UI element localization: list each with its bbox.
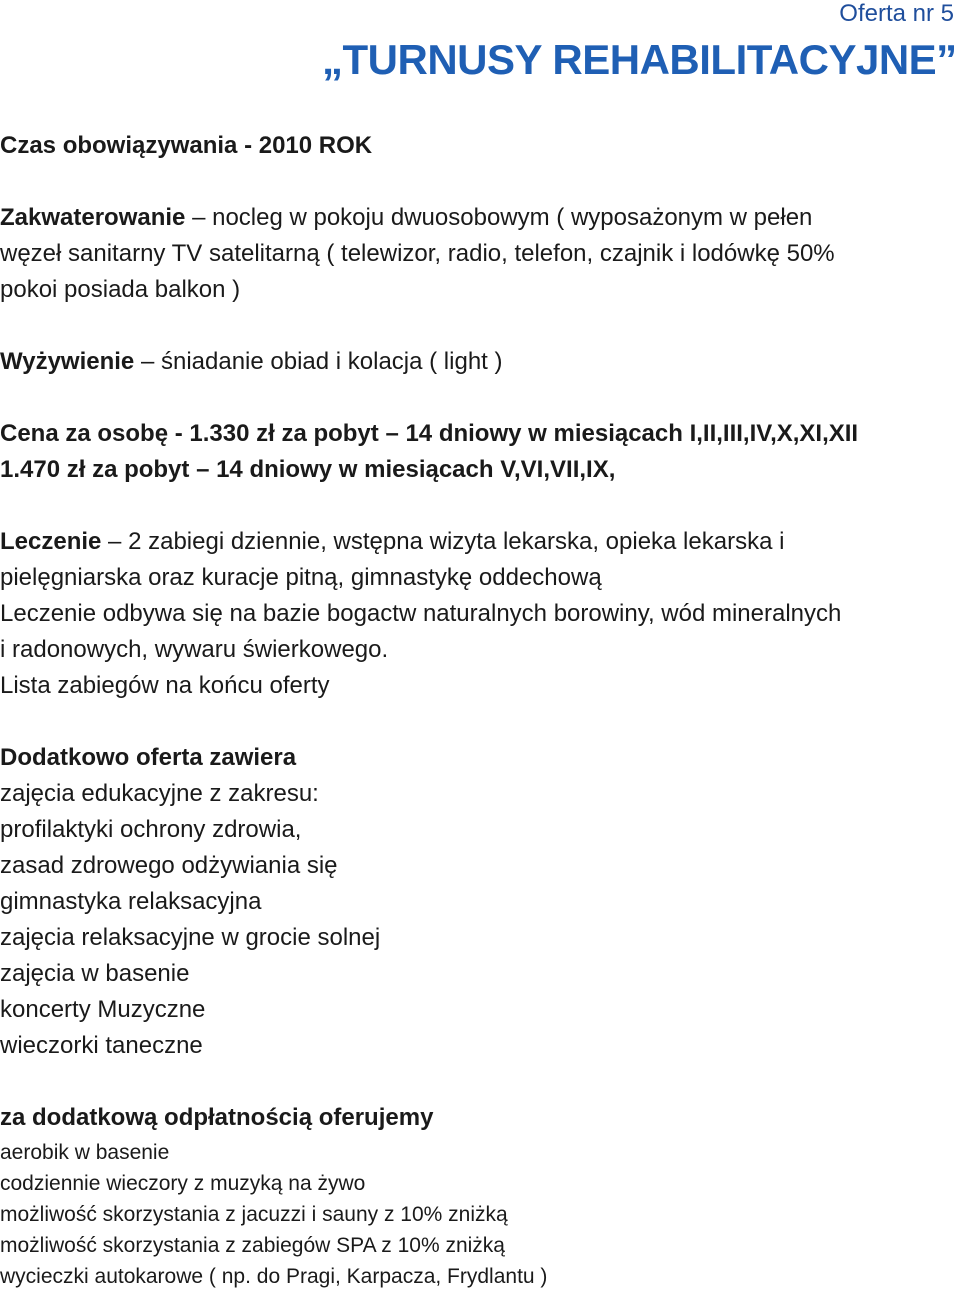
- paid-heading: za dodatkową odpłatnością oferujemy: [0, 1104, 434, 1131]
- treatment-line-3: Leczenie odbywa się na bazie bogactw naturalnych borowiny, wód mineralnych: [0, 600, 842, 627]
- list-item: profilaktyki ochrony zdrowia,: [0, 816, 302, 843]
- treatment-line-5: Lista zabiegów na końcu oferty: [0, 672, 330, 699]
- accommodation-line-1: Zakwaterowanie – nocleg w pokoju dwuosobowym ( wyposażonym w pełen: [0, 204, 813, 231]
- list-item: koncerty Muzyczne: [0, 996, 206, 1023]
- price-line-1: Cena za osobę - 1.330 zł za pobyt – 14 dniowy w miesiącach I,II,III,IV,X,XI,XII: [0, 420, 859, 447]
- list-item: aerobik w basenie: [0, 1141, 170, 1164]
- list-item: codziennie wieczory z muzyką na żywo: [0, 1172, 366, 1195]
- accommodation-line-2: węzeł sanitarny TV satelitarną ( telewizor, radio, telefon, czajnik i lodówkę 50%: [0, 240, 835, 267]
- additional-heading: Dodatkowo oferta zawiera: [0, 744, 297, 771]
- validity-line: Czas obowiązywania - 2010 ROK: [0, 132, 373, 159]
- list-item: wieczorki taneczne: [0, 1032, 203, 1059]
- list-item: gimnastyka relaksacyjna: [0, 888, 262, 915]
- list-item: możliwość skorzystania z zabiegów SPA z 10% zniżką: [0, 1234, 505, 1257]
- accommodation-label: Zakwaterowanie: [0, 204, 186, 231]
- list-item: zajęcia relaksacyjne w grocie solnej: [0, 924, 381, 951]
- treatment-line-1: Leczenie – 2 zabiegi dziennie, wstępna wizyta lekarska, opieka lekarska i: [0, 528, 785, 555]
- list-item: zasad zdrowego odżywiania się: [0, 852, 338, 879]
- treatment-line-4: i radonowych, wywaru świerkowego.: [0, 636, 389, 663]
- list-item: zajęcia edukacyjne z zakresu:: [0, 780, 319, 807]
- list-item: wycieczki autokarowe ( np. do Pragi, Karpacza, Frydlantu ): [0, 1265, 548, 1288]
- list-item: zajęcia w basenie: [0, 960, 190, 987]
- treatment-label: Leczenie: [0, 528, 102, 555]
- meals-line: Wyżywienie – śniadanie obiad i kolacja ( light ): [0, 348, 503, 375]
- offer-number: Oferta nr 5: [839, 0, 954, 27]
- accommodation-line-3: pokoi posiada balkon ): [0, 276, 241, 303]
- list-item: możliwość skorzystania z jacuzzi i sauny z 10% zniżką: [0, 1203, 508, 1226]
- page-title: „TURNUSY REHABILITACYJNE”: [322, 36, 957, 83]
- treatment-line-2: pielęgniarska oraz kuracje pitną, gimnastykę oddechową: [0, 564, 602, 591]
- price-line-2: 1.470 zł za pobyt – 14 dniowy w miesiącach V,VI,VII,IX,: [0, 456, 616, 483]
- meals-label: Wyżywienie: [0, 348, 135, 375]
